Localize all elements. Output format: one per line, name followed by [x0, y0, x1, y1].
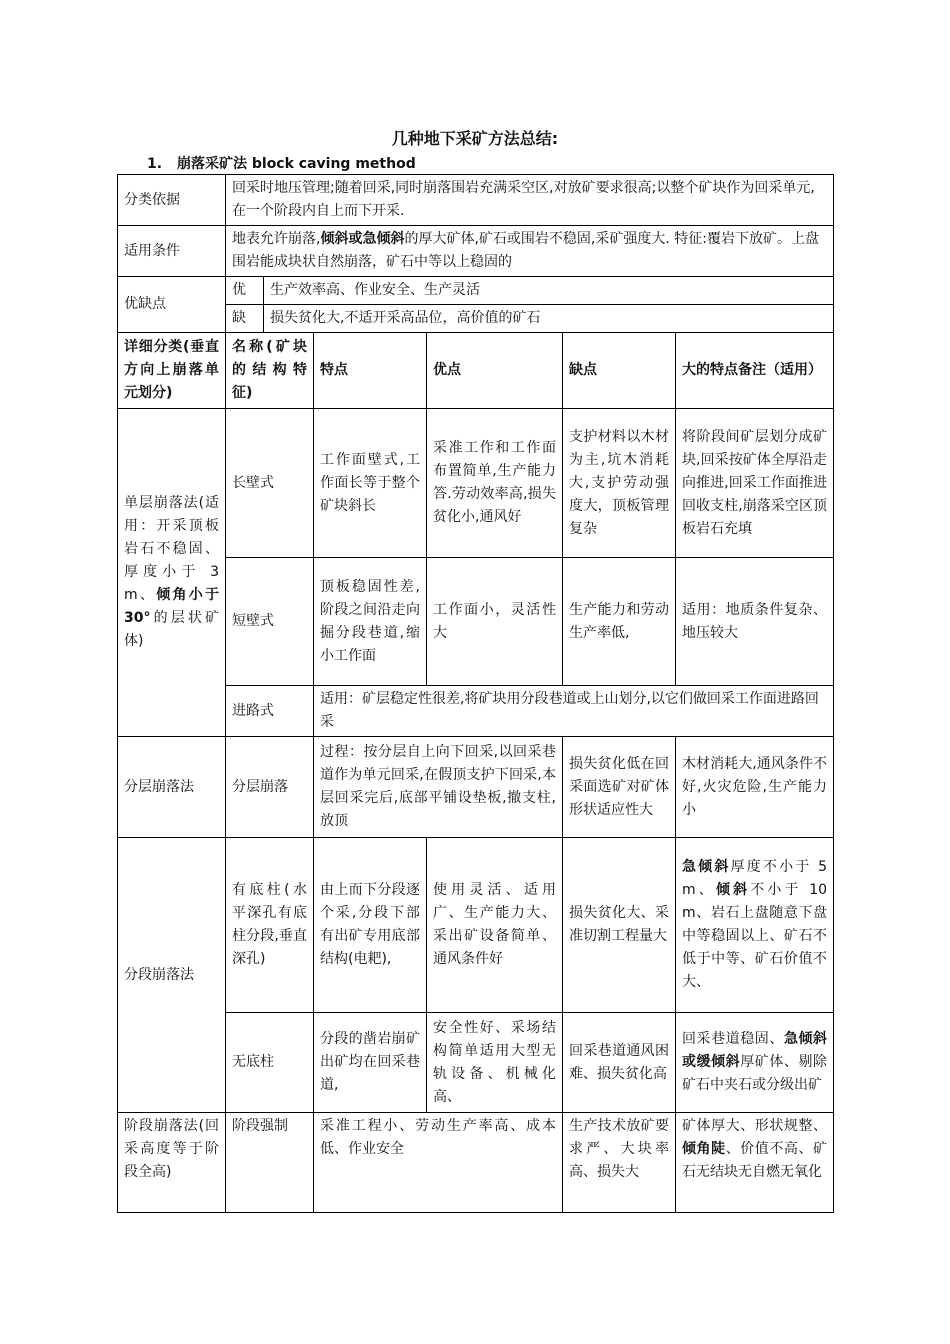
notes-bold: 倾角陡 — [682, 1141, 726, 1157]
table-row — [118, 1113, 834, 1213]
table-row — [118, 838, 834, 1013]
shortwall-disadvantages: 生产能力和劳动生产率低, — [563, 558, 676, 686]
notes-bold: 急倾斜 — [682, 859, 731, 875]
no-pillar-notes — [676, 1013, 834, 1113]
header-row — [118, 333, 834, 409]
header-features: 特点 — [314, 333, 427, 409]
table-row — [118, 686, 834, 737]
conditions-text-part: 的厚大矿体,矿石或围岩不稳固,采矿强度大. 特征:覆岩下放矿。上盘围岩能成块状自然崩落，矿石中等以上稳固的 — [232, 231, 819, 270]
with-pillar-features: 由上而下分段逐个采,分段下部有出矿专用底部结构(电耙), — [314, 838, 427, 1013]
single-layer-category — [118, 409, 226, 737]
table-row — [118, 737, 834, 838]
page-title: 几种地下采矿方法总结: — [391, 129, 559, 148]
category-text: 单层崩落法(适用：开采顶板岩石不稳固、厚度小于 3m、 — [124, 495, 219, 603]
pros-text: 生产效率高、作业安全、生产灵活 — [264, 277, 834, 305]
header-disadvantages: 缺点 — [563, 333, 676, 409]
longwall-disadvantages: 支护材料以木材为主,坑木消耗大,支护劳动强度大，顶板管理复杂 — [563, 409, 676, 558]
category-text: 的层状矿体) — [124, 610, 219, 649]
layered-disadvantages: 损失贫化低在回采面选矿对矿体形状适应性大 — [563, 737, 676, 838]
header-advantages: 优点 — [427, 333, 563, 409]
table-row — [118, 175, 834, 226]
stage-notes — [676, 1113, 834, 1213]
with-pillar-disadvantages: 损失贫化大、采准切割工程量大 — [563, 838, 676, 1013]
stage-disadvantages: 生产技术放矿要求严、大块率高、损失大 — [563, 1113, 676, 1213]
header-notes: 大的特点备注（适用） — [676, 333, 834, 409]
no-pillar-disadvantages: 回采巷道通风困难、损失贫化高 — [563, 1013, 676, 1113]
mining-methods-table — [117, 174, 834, 1213]
conditions-label: 适用条件 — [118, 226, 226, 277]
notes-text: 厚度不小于 5m、 — [682, 859, 828, 898]
notes-text: 、价值不高、矿石无结块无自燃无氧化 — [682, 1141, 828, 1180]
table-row — [118, 558, 834, 686]
cons-text: 损失贫化大,不适开采高品位，高价值的矿石 — [264, 305, 834, 333]
classification-text: 回采时地压管理;随着回采,同时崩落围岩充满采空区,对放矿要求很高;以整个矿块作为回采单元,在一个阶段内自上而下开采. — [226, 175, 834, 226]
conditions-text-part: 地表允许崩落, — [232, 231, 321, 247]
header-name: 名称(矿块的结构特征) — [226, 333, 314, 409]
longwall-name: 长壁式 — [226, 409, 314, 558]
approach-name: 进路式 — [226, 686, 314, 737]
notes-text: 不小于 10m、岩石上盘随意下盘中等稳固以上、矿石不低于中等、矿石价值不大、 — [682, 882, 828, 990]
conditions-text — [226, 226, 834, 277]
section-heading — [147, 153, 416, 173]
longwall-advantages: 采准工作和工作面布置简单,生产能力答.劳动效率高,损失贫化小,通风好 — [427, 409, 563, 558]
layered-features: 过程：按分层自上向下回采,以回采巷道作为单元回采,在假顶支护下回采,本层回采完后,底部平铺设垫板,撤支柱,放顶 — [314, 737, 563, 838]
layered-category: 分层崩落法 — [118, 737, 226, 838]
notes-text: 矿体厚大、形状规整、 — [682, 1118, 828, 1134]
stage-category: 阶段崩落法(回采高度等于阶段全高) — [118, 1113, 226, 1213]
longwall-notes: 将阶段间矿层划分成矿块,回采按矿体全厚沿走向推进,回采工作面推进回收支柱,崩落采空区顶板岩石充填 — [676, 409, 834, 558]
conditions-text-bold: 倾斜或急倾斜 — [320, 231, 405, 247]
layered-name: 分层崩落 — [226, 737, 314, 838]
notes-bold: 倾斜 — [715, 882, 751, 898]
notes-bold: 急倾斜或缓倾斜 — [682, 1031, 828, 1070]
with-pillar-advantages: 使用灵活、适用广、生产能力大、采出矿设备简单、通风条件好 — [427, 838, 563, 1013]
table-row — [118, 305, 834, 333]
category-text-bold: 倾角小于 30° — [124, 587, 220, 626]
stage-features: 采准工程小、劳动生产率高、成本低、作业安全 — [314, 1113, 563, 1213]
table-row — [118, 277, 834, 305]
table-row — [118, 226, 834, 277]
shortwall-notes: 适用：地质条件复杂、地压较大 — [676, 558, 834, 686]
with-pillar-name: 有底柱(水平深孔有底柱分段,垂直深孔) — [226, 838, 314, 1013]
shortwall-name: 短壁式 — [226, 558, 314, 686]
shortwall-features: 顶板稳固性差,阶段之间沿走向掘分段巷道,缩小工作面 — [314, 558, 427, 686]
layered-notes: 木材消耗大,通风条件不好,火灾危险,生产能力小 — [676, 737, 834, 838]
classification-label: 分类依据 — [118, 175, 226, 226]
shortwall-advantages: 工作面小，灵活性大 — [427, 558, 563, 686]
notes-text: 回采巷道稳固、 — [682, 1031, 784, 1047]
pros-cons-label: 优缺点 — [118, 277, 226, 333]
section-title: 崩落采矿法 block caving method — [177, 156, 416, 172]
pros-label: 优 — [226, 277, 264, 305]
no-pillar-features: 分段的凿岩崩矿出矿均在回采巷道, — [314, 1013, 427, 1113]
sublevel-category: 分段崩落法 — [118, 838, 226, 1113]
approach-text: 适用：矿层稳定性很差,将矿块用分段巷道或上山划分,以它们做回采工作面进路回采 — [314, 686, 834, 737]
table-row — [118, 1013, 834, 1113]
no-pillar-name: 无底柱 — [226, 1013, 314, 1113]
longwall-features: 工作面壁式,工作面长等于整个矿块斜长 — [314, 409, 427, 558]
stage-name: 阶段强制 — [226, 1113, 314, 1213]
no-pillar-advantages: 安全性好、采场结构简单适用大型无轨设备、机械化高、 — [427, 1013, 563, 1113]
header-category: 详细分类(垂直方向上崩落单元划分) — [118, 333, 226, 409]
with-pillar-notes — [676, 838, 834, 1013]
cons-label: 缺 — [226, 305, 264, 333]
section-number: 1. — [147, 156, 163, 172]
table-row — [118, 409, 834, 558]
notes-text: 厚矿体、剔除矿石中夹石或分级出矿 — [682, 1054, 828, 1093]
